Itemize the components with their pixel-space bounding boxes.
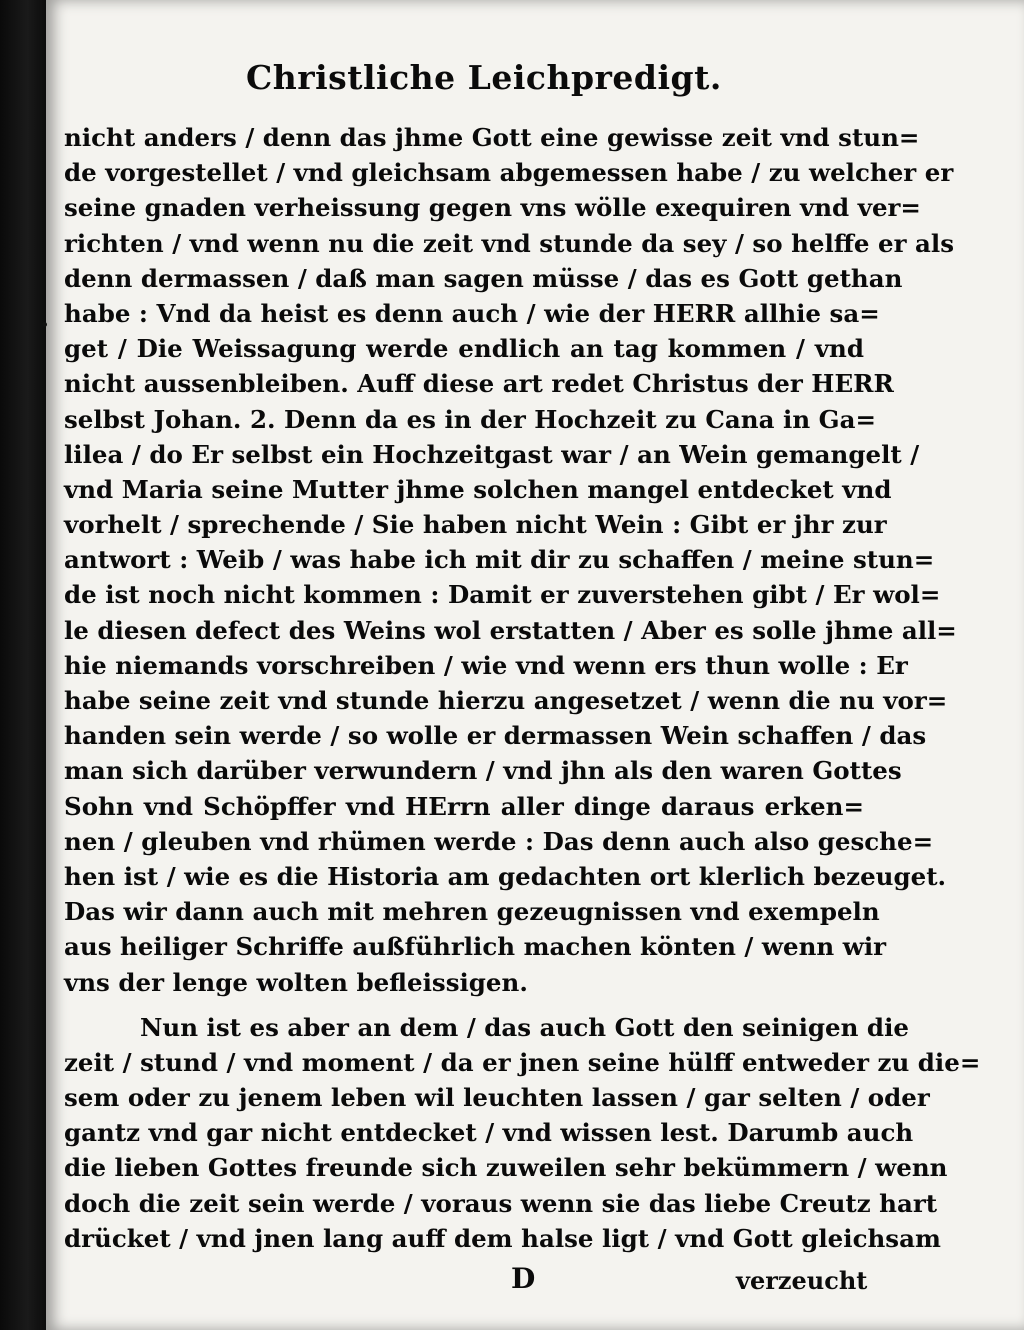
catchword: verzeucht	[736, 1266, 868, 1295]
book-gutter	[0, 0, 46, 1330]
text-line: doch die zeit sein werde / voraus wenn sie das liebe Creutz hart	[64, 1188, 938, 1218]
text-line: vorhelt / sprechende / Sie haben nicht Wein : Gibt er jhr zur	[64, 510, 887, 540]
text-line: seine gnaden verheissung gegen vns wölle exequiren vnd ver=	[64, 193, 921, 223]
text-line: zeit / stund / vnd moment / da er jnen seine hülff entweder zu die=	[64, 1047, 981, 1077]
text-line: lilea / do Er selbst ein Hochzeitgast war / an Wein gemangelt /	[64, 439, 920, 469]
text-line: hen ist / wie es die Historia am gedachten ort klerlich bezeuget.	[64, 861, 947, 891]
text-line: aus heiliger Schriffe außführlich machen könten / wenn wir	[64, 932, 887, 962]
text-line: get / Die Weissagung werde endlich an tag kommen / vnd	[64, 334, 864, 364]
text-line: nicht anders / denn das jhme Gott eine gewisse zeit vnd stun=	[64, 123, 920, 152]
text-line: die lieben Gottes freunde sich zuweilen sehr bekümmern / wenn	[64, 1153, 948, 1183]
text-line: man sich darüber verwundern / vnd jhn als den waren Gottes	[64, 756, 902, 786]
text-line: vnd Maria seine Mutter jhme solchen mangel entdecket vnd	[64, 474, 892, 504]
paragraph-end-line: vns der lenge wolten befleissigen.	[64, 967, 528, 997]
paragraph-start-line: Nun ist es aber an dem / das auch Gott den seinigen die	[140, 1012, 909, 1042]
paragraph-gap	[64, 1000, 864, 1010]
text-line: Sohn vnd Schöpffer vnd HErrn aller dinge daraus erken=	[64, 791, 864, 821]
text-line: drücket / vnd jnen lang auff dem halse ligt / vnd Gott gleichsam	[64, 1223, 941, 1253]
text-line: nen / gleuben vnd rhümen werde : Das denn auch also gesche=	[64, 826, 934, 856]
text-line: habe seine zeit vnd stunde hierzu angesetzet / wenn die nu vor=	[64, 686, 948, 715]
running-header: Christliche Leichpredigt.	[246, 58, 722, 97]
book-page	[46, 0, 1024, 1330]
text-line: antwort : Weib / was habe ich mit dir zu schaffen / meine stun=	[64, 545, 935, 575]
text-line: habe : Vnd da heist es denn auch / wie der HERR allhie sa=	[64, 298, 880, 328]
text-line: le diesen defect des Weins wol erstatten / Aber es solle jhme all=	[64, 615, 957, 645]
text-line: sem oder zu jenem leben wil leuchten lassen / gar selten / oder	[64, 1083, 930, 1113]
text-line: handen sein werde / so wolle er dermassen Wein schaffen / das	[64, 721, 927, 751]
text-line: de vorgestellet / vnd gleichsam abgemessen habe / zu welcher er	[64, 158, 954, 188]
signature-mark: D	[511, 1262, 536, 1295]
body-text	[64, 120, 981, 1256]
text-line: richten / vnd wenn nu die zeit vnd stunde da sey / so helffe er als	[64, 228, 955, 258]
text-line: denn dermassen / daß man sagen müsse / das es Gott gethan	[64, 263, 903, 293]
text-line: de ist noch nicht kommen : Damit er zuverstehen gibt / Er wol=	[64, 580, 941, 610]
text-line: selbst Johan. 2. Denn da es in der Hochzeit zu Cana in Ga=	[64, 404, 876, 434]
text-line: Das wir dann auch mit mehren gezeugnissen vnd exempeln	[64, 897, 880, 927]
margin-mark	[42, 322, 47, 327]
text-line: hie niemands vorschreiben / wie vnd wenn ers thun wolle : Er	[64, 650, 908, 680]
text-line: nicht aussenbleiben. Auff diese art redet Christus der HERR	[64, 369, 894, 399]
text-line: gantz vnd gar nicht entdecket / vnd wissen lest. Darumb auch	[64, 1118, 914, 1148]
